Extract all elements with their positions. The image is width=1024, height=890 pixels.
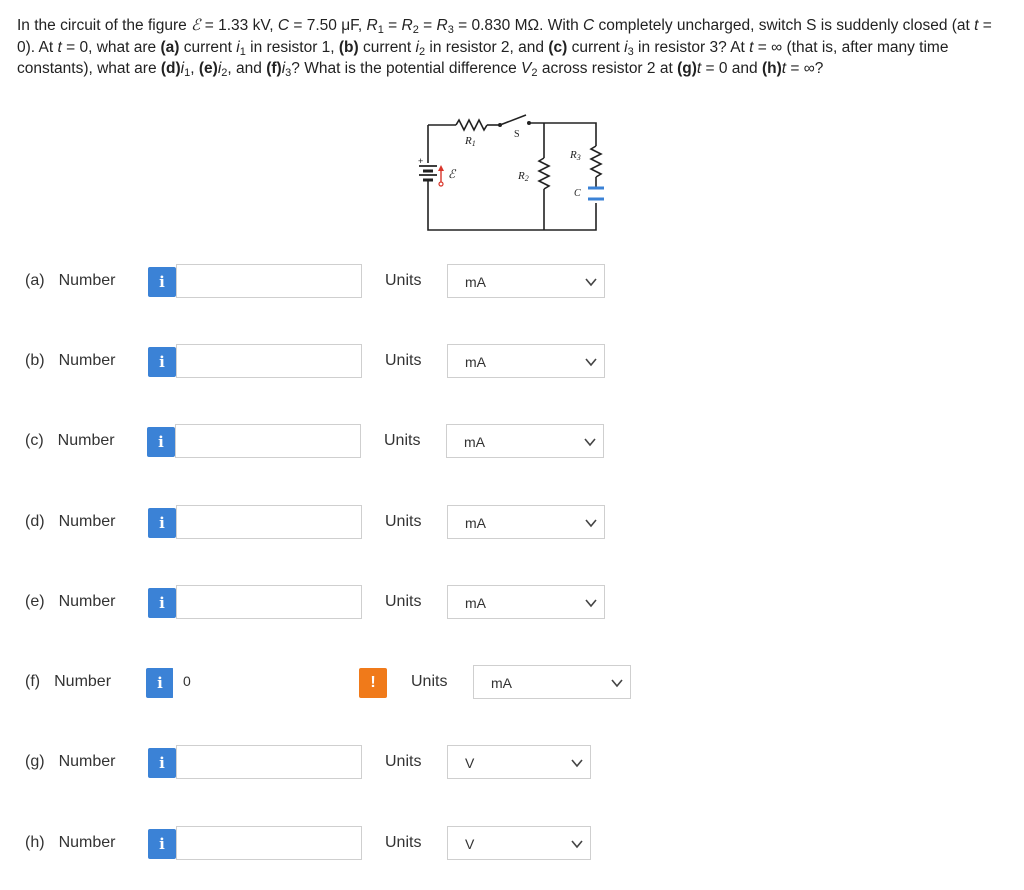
answer-row-f — [0, 665, 1024, 701]
switch-s — [500, 115, 526, 125]
circuit-figure — [408, 108, 618, 233]
number-input[interactable] — [176, 505, 362, 539]
warning-icon[interactable]: ! — [359, 668, 387, 698]
emf-label: ℰ — [448, 167, 456, 181]
number-input[interactable] — [176, 264, 362, 298]
chevron-down-icon — [584, 516, 598, 530]
units-label: Units — [385, 834, 422, 851]
row-label: (c) Number — [25, 432, 115, 449]
r3-label: R3 — [570, 149, 581, 162]
info-icon[interactable]: i — [148, 829, 176, 859]
row-label: (a) Number — [25, 272, 116, 289]
row-label: (e) Number — [25, 593, 116, 610]
chevron-down-icon — [570, 837, 584, 851]
units-label: Units — [385, 593, 422, 610]
answer-row-d — [0, 505, 1024, 541]
row-label: (h) Number — [25, 834, 116, 851]
info-icon[interactable]: i — [147, 427, 175, 457]
units-label: Units — [411, 673, 448, 690]
emf-arrow-icon — [438, 165, 444, 186]
chevron-down-icon — [584, 355, 598, 369]
info-icon[interactable]: i — [148, 748, 176, 778]
chevron-down-icon — [584, 596, 598, 610]
c-label: C — [574, 188, 581, 199]
units-dropdown[interactable]: mA — [446, 424, 604, 458]
plus-sign: + — [418, 156, 424, 166]
problem-statement: In the circuit of the figure ℰ = 1.33 kV, C = 7.50 μF, $R_1 = R_2 = R_3 = 0.830$ MΩ. With C completely uncharged, switch S is suddenly closed (at t = 0). At t = 0, what are (a) current $i_1$ in resistor 1, (b) current $i_2$ in resistor 2, and (c) current $i_3$ in resistor 3? At t = ∞ (that is, after many time constants), what are $(d)i_1$, $(e)i_2$, and $(f)i_3$? What is the potential difference $V_2$ across resistor 2 at (g)t = 0 and (h)t = ∞? — [17, 17, 992, 79]
row-label: (g) Number — [25, 753, 116, 770]
r2-label: R2 — [518, 170, 529, 183]
info-icon[interactable]: i — [148, 347, 176, 377]
answer-row-c — [0, 424, 1024, 460]
number-input[interactable]: 0 — [173, 665, 357, 699]
answer-row-h — [0, 826, 1024, 862]
units-label: Units — [384, 432, 421, 449]
number-input[interactable] — [176, 344, 362, 378]
row-label: (d) Number — [25, 513, 116, 530]
capacitor-c — [588, 188, 604, 199]
resistor-r2 — [539, 158, 549, 189]
info-icon[interactable]: i — [148, 588, 176, 618]
units-dropdown[interactable]: mA — [447, 585, 605, 619]
info-icon[interactable]: i — [146, 668, 174, 698]
chevron-down-icon — [610, 676, 624, 690]
answer-row-g — [0, 745, 1024, 781]
number-input[interactable] — [176, 826, 362, 860]
units-label: Units — [385, 352, 422, 369]
chevron-down-icon — [583, 435, 597, 449]
left-wire-lower — [428, 180, 596, 230]
units-label: Units — [385, 753, 422, 770]
units-dropdown[interactable]: mA — [447, 264, 605, 298]
units-dropdown[interactable]: V — [447, 826, 591, 860]
switch-contact — [527, 121, 531, 125]
units-label: Units — [385, 513, 422, 530]
battery-emf — [419, 166, 437, 180]
units-dropdown[interactable]: V — [447, 745, 591, 779]
number-input[interactable] — [176, 745, 362, 779]
answer-row-a — [0, 264, 1024, 300]
units-dropdown[interactable]: mA — [447, 505, 605, 539]
number-input[interactable] — [176, 585, 362, 619]
resistor-r1 — [456, 120, 487, 130]
number-input[interactable] — [175, 424, 361, 458]
units-dropdown[interactable]: mA — [473, 665, 631, 699]
answer-row-e — [0, 585, 1024, 621]
wire-after-switch — [529, 123, 596, 146]
r1-label: R1 — [465, 135, 476, 148]
answer-row-b — [0, 344, 1024, 380]
chevron-down-icon — [584, 275, 598, 289]
units-label: Units — [385, 272, 422, 289]
switch-label: S — [514, 129, 520, 140]
row-label: (b) Number — [25, 352, 116, 369]
switch-pivot — [498, 123, 502, 127]
info-icon[interactable]: i — [148, 267, 176, 297]
units-dropdown[interactable]: mA — [447, 344, 605, 378]
info-icon[interactable]: i — [148, 508, 176, 538]
resistor-r3 — [591, 146, 601, 177]
chevron-down-icon — [570, 756, 584, 770]
row-label: (f) Number — [25, 673, 112, 690]
